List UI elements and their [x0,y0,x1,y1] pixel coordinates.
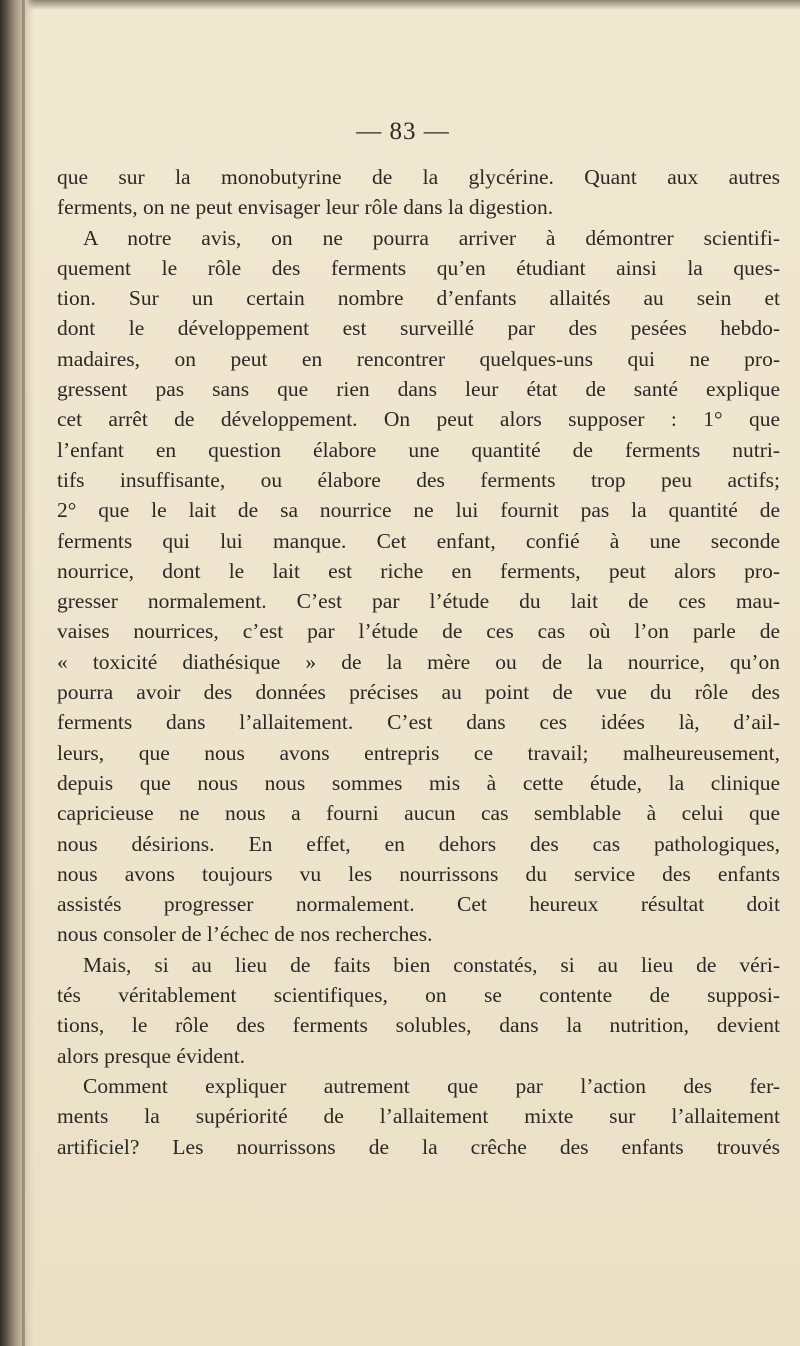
text-line: A notre avis, on ne pourra arriver à démontrer scientifi- [83,225,780,250]
binding-gutter [0,0,34,1346]
text-line: assistés progresser normalement. Cet heureux résultat doit [57,892,780,917]
text-line: artificiel? Les nourrissons de la crêche des enfants trouvés [57,1134,780,1159]
text-line: quement le rôle des ferments qu’en étudiant ainsi la ques- [57,255,780,280]
text-line: que sur la monobutyrine de la glycérine. Quant aux autres [57,165,780,189]
text-line: capricieuse ne nous a fourni aucun cas semblable à celui que [57,801,780,826]
page-number: — 83 — [356,118,450,145]
text-line: Comment expliquer autrement que par l’action des fer- [83,1073,780,1098]
body-text [57,162,780,1162]
text-line: vaises nourrices, c’est par l’étude de ces cas où l’on parle de [57,619,780,644]
text-line: madaires, on peut en rencontrer quelques-uns qui ne pro- [57,346,780,371]
text-line: tés véritablement scientifiques, on se contente de supposi- [57,983,780,1008]
text-line: nous consoler de l’échec de nos recherches. [57,922,433,947]
text-line: alors presque évident. [57,1043,246,1068]
text-line: gresser normalement. C’est par l’étude du lait de ces mau- [57,589,780,614]
text-line: ferments dans l’allaitement. C’est dans ces idées là, d’ail- [57,710,780,735]
text-line: gressent pas sans que rien dans leur état de santé explique [57,377,780,402]
text-line: tions, le rôle des ferments solubles, dans la nutrition, devient [57,1013,780,1038]
text-line: pourra avoir des données précises au point de vue du rôle des [57,680,780,705]
text-line: ferments, on ne peut envisager leur rôle dans la digestion. [57,195,554,220]
text-line: ments la supériorité de l’allaitement mixte sur l’allaitement [57,1104,780,1129]
text-line: tion. Sur un certain nombre d’enfants allaités au sein et [57,286,780,311]
text-line: tifs insuffisante, ou élabore des ferments trop peu actifs; [57,467,780,492]
text-line: nous désirions. En effet, en dehors des cas pathologiques, [57,831,780,856]
text-line: 2° que le lait de sa nourrice ne lui fournit pas la quantité de [57,498,780,523]
text-line: cet arrêt de développement. On peut alors supposer : 1° que [57,407,780,432]
text-line: nous avons toujours vu les nourrissons du service des enfants [57,861,780,886]
page-top-shadow [0,0,800,10]
text-line: leurs, que nous avons entrepris ce travail; malheureusement, [57,740,780,765]
text-line: l’enfant en question élabore une quantité de ferments nutri- [57,437,780,462]
binding-crease [22,0,25,1346]
text-line: Mais, si au lieu de faits bien constatés, si au lieu de véri- [83,952,780,977]
text-line: nourrice, dont le lait est riche en ferments, peut alors pro- [57,558,780,583]
text-line: depuis que nous nous sommes mis à cette étude, la clinique [57,770,780,795]
text-line: ferments qui lui manque. Cet enfant, confié à une seconde [57,528,780,553]
text-line: « toxicité diathésique » de la mère ou de la nourrice, qu’on [57,649,780,674]
text-line: dont le développement est surveillé par des pesées hebdo- [57,316,780,341]
